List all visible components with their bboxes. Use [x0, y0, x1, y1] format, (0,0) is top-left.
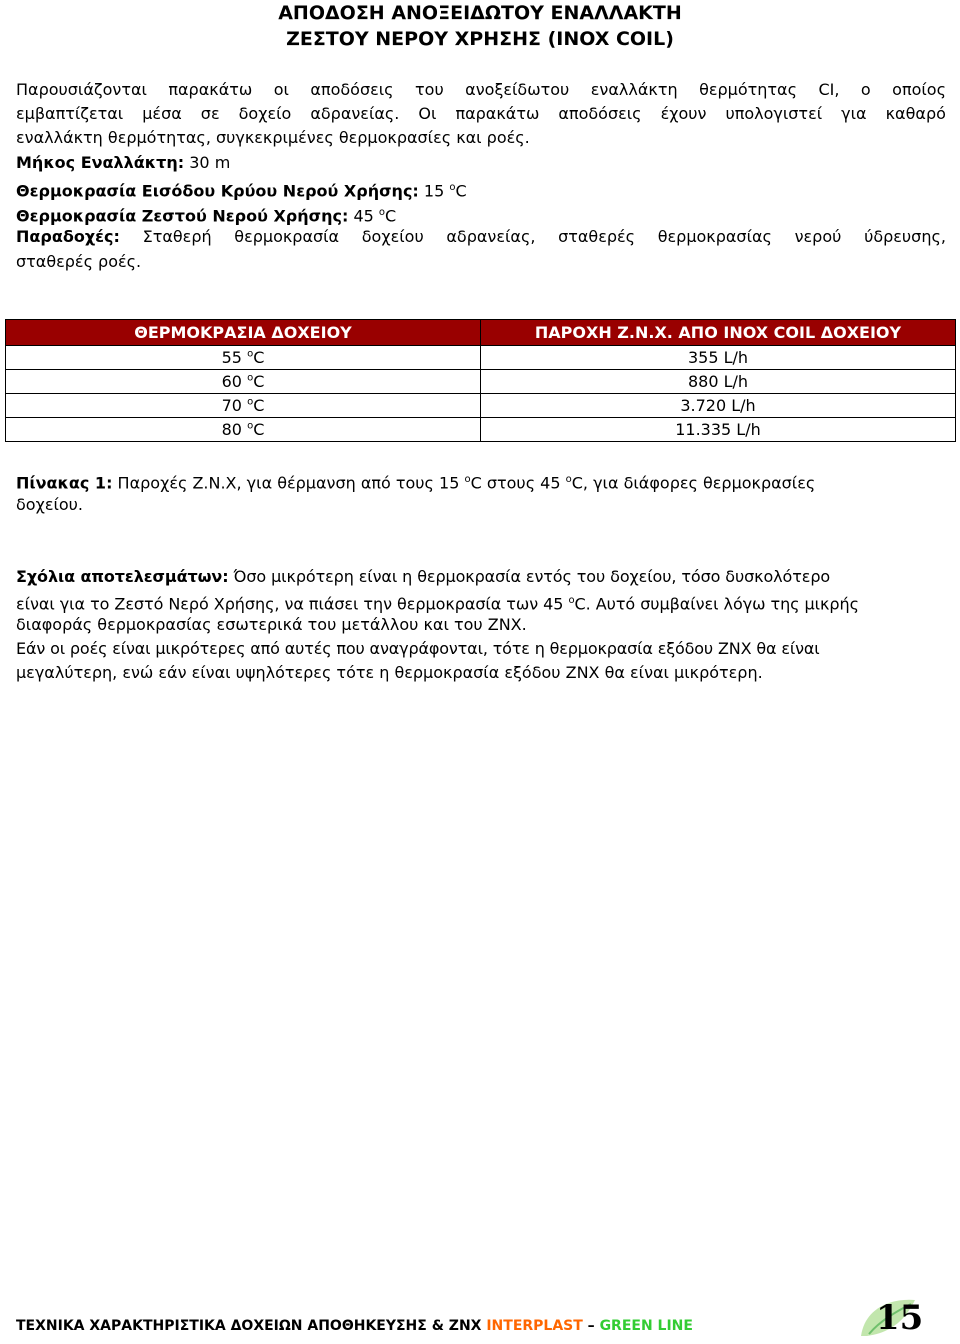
- flow-cell: 11.335 L/h: [481, 418, 956, 442]
- word: εναλλάκτη: [590, 80, 678, 99]
- degree-mark: o: [247, 348, 254, 360]
- header-tank-temp: ΘΕΡΜΟΚΡΑΣΙΑ ΔΟΧΕΙΟΥ: [6, 320, 481, 346]
- header-flow: ΠΑΡΟΧΗ Ζ.Ν.Χ. ΑΠΟ INOX COIL ΔΟΧΕΙΟΥ: [481, 320, 956, 346]
- word: σταθερές: [558, 227, 636, 246]
- celsius-unit: C: [253, 372, 265, 391]
- length-spec: [16, 151, 946, 175]
- degree-mark: o: [247, 396, 254, 408]
- celsius-unit: C: [253, 348, 265, 367]
- temp-value: 60: [221, 372, 248, 391]
- comments-text: Όσο μικρότερη είναι η θερμοκρασία εντός του δοχείου, τόσο δυσκολότερο: [228, 567, 831, 586]
- word: οποίος: [892, 80, 946, 99]
- comments-label: Σχόλια αποτελεσμάτων:: [16, 567, 229, 586]
- cold-temp-value: 15: [418, 181, 450, 201]
- page-title: ΑΠΟΔΟΣΗ ΑΝΟΞΕΙΔΩΤΟΥ ΕΝΑΛΛΑΚΤΗ: [278, 2, 682, 24]
- word: οι: [273, 80, 289, 99]
- caption-text: Παροχές Ζ.Ν.Χ, για θέρμανση από τους 15: [112, 473, 465, 493]
- footer-brand: INTERPLAST: [486, 1318, 583, 1334]
- length-label: Μήκος Εναλλάκτη:: [16, 153, 185, 172]
- word: ο: [860, 80, 871, 99]
- comments-text: C. Αυτό συμβαίνει λόγω της μικρής: [574, 594, 859, 614]
- degree-mark: o: [449, 182, 456, 193]
- word: θερμοκρασία: [234, 227, 340, 246]
- caption-line: δοχείου.: [16, 495, 84, 514]
- page-number: 15: [876, 1298, 924, 1338]
- tank-temp-cell: [6, 346, 481, 370]
- table-header-row: [6, 320, 956, 346]
- comments-line: μεγαλύτερη, ενώ εάν είναι υψηλότερες τότε η θερμοκρασία εξόδου ΖΝΧ θα είναι μικρότερη.: [16, 663, 763, 682]
- caption-line-content: [16, 468, 815, 495]
- degree-mark: o: [568, 595, 575, 606]
- table-row: [6, 394, 956, 418]
- page-subtitle: ΖΕΣΤΟΥ ΝΕΡΟΥ ΧΡΗΣΗΣ (INOX COIL): [286, 28, 674, 50]
- celsius-unit: C: [455, 181, 467, 201]
- intro-line: [16, 78, 946, 102]
- table-row: [6, 370, 956, 394]
- intro-line: [16, 102, 946, 126]
- word: καθαρό: [885, 104, 946, 123]
- flow-cell: 355 L/h: [481, 346, 956, 370]
- word: δοχείου: [361, 227, 424, 246]
- assumptions-line: [16, 225, 946, 249]
- performance-table: [5, 319, 956, 442]
- word: θερμότητας: [699, 80, 797, 99]
- caption-text: C στους 45: [470, 473, 566, 493]
- celsius-unit: C: [385, 206, 397, 226]
- assumptions-line: σταθερές ροές.: [16, 252, 142, 271]
- hot-temp-label: Θερμοκρασία Ζεστού Νερού Χρήσης:: [16, 206, 349, 226]
- degree-mark: o: [247, 420, 254, 432]
- caption-line: [16, 468, 946, 495]
- caption-text: C, για διάφορες θερμοκρασίες: [571, 473, 816, 493]
- word: υπολογιστεί: [725, 104, 823, 123]
- temp-value: 70: [221, 396, 248, 415]
- caption-label: Πίνακας 1:: [16, 473, 113, 493]
- word: του: [415, 80, 444, 99]
- footer-text: ΤΕΧΝΙΚΑ ΧΑΡΑΚΤΗΡΙΣΤΙΚΑ ΔΟΧΕΙΩΝ ΑΠΟΘΗΚΕΥΣΗΣ & ΖΝΧ: [16, 1318, 487, 1334]
- degree-mark: o: [247, 372, 254, 384]
- flow-cell: 880 L/h: [481, 370, 956, 394]
- word: μέσα: [142, 104, 182, 123]
- tank-temp-cell: [6, 418, 481, 442]
- temp-value: 55: [221, 348, 248, 367]
- tank-temp-cell: [6, 394, 481, 418]
- word: για: [841, 104, 867, 123]
- word: αποδόσεις: [558, 104, 642, 123]
- comments-line: Εάν οι ροές είναι μικρότερες από αυτές που αναγράφονται, τότε η θερμοκρασία εξόδου ΖΝΧ θα είναι: [16, 639, 820, 658]
- comments-line: [16, 565, 946, 589]
- degree-mark: o: [565, 474, 572, 485]
- degree-mark: o: [378, 207, 386, 218]
- assumptions-label: Παραδοχές:: [16, 227, 120, 246]
- word: Οι: [418, 104, 437, 123]
- page-footer: [16, 1318, 693, 1334]
- word: σε: [200, 104, 220, 123]
- cold-temp-label: Θερμοκρασία Εισόδου Κρύου Νερού Χρήσης:: [16, 181, 419, 201]
- word: θερμοκρασίας: [657, 227, 772, 246]
- word: αποδόσεις: [310, 80, 394, 99]
- cold-temp-spec: [16, 176, 946, 203]
- temp-value: 80: [221, 420, 248, 439]
- table-row: [6, 346, 956, 370]
- word: παρακάτω: [168, 80, 253, 99]
- degree-mark: o: [464, 474, 471, 485]
- word: παρακάτω: [455, 104, 540, 123]
- word: εμβαπτίζεται: [16, 104, 124, 123]
- word: ύδρευσης,: [864, 227, 946, 246]
- word: νερού: [794, 227, 842, 246]
- word: CI,: [818, 80, 840, 99]
- word: ανοξείδωτου: [465, 80, 570, 99]
- celsius-unit: C: [253, 420, 265, 439]
- hot-temp-value: 45: [348, 206, 379, 226]
- footer-dash: –: [582, 1318, 600, 1334]
- flow-cell: 3.720 L/h: [481, 394, 956, 418]
- celsius-unit: C: [253, 396, 265, 415]
- word: αδρανείας.: [310, 104, 400, 123]
- tank-temp-cell: [6, 370, 481, 394]
- word: Παρουσιάζονται: [16, 80, 147, 99]
- word: δοχείο: [238, 104, 292, 123]
- comments-text: είναι για το Ζεστό Νερό Χρήσης, να πιάσει την θερμοκρασία των 45: [16, 594, 569, 614]
- word: έχουν: [660, 104, 707, 123]
- word: Σταθερή: [142, 227, 212, 246]
- footer-line: GREEN LINE: [599, 1318, 693, 1334]
- table-row: [6, 418, 956, 442]
- comments-line: διαφοράς θερμοκρασίας εσωτερικά του μετάλλου και του ΖΝΧ.: [16, 615, 527, 634]
- intro-line: εναλλάκτη θερμότητας, συγκεκριμένες θερμοκρασίες και ροές.: [16, 128, 530, 147]
- length-value: 30 m: [184, 153, 231, 172]
- word: αδρανείας,: [446, 227, 536, 246]
